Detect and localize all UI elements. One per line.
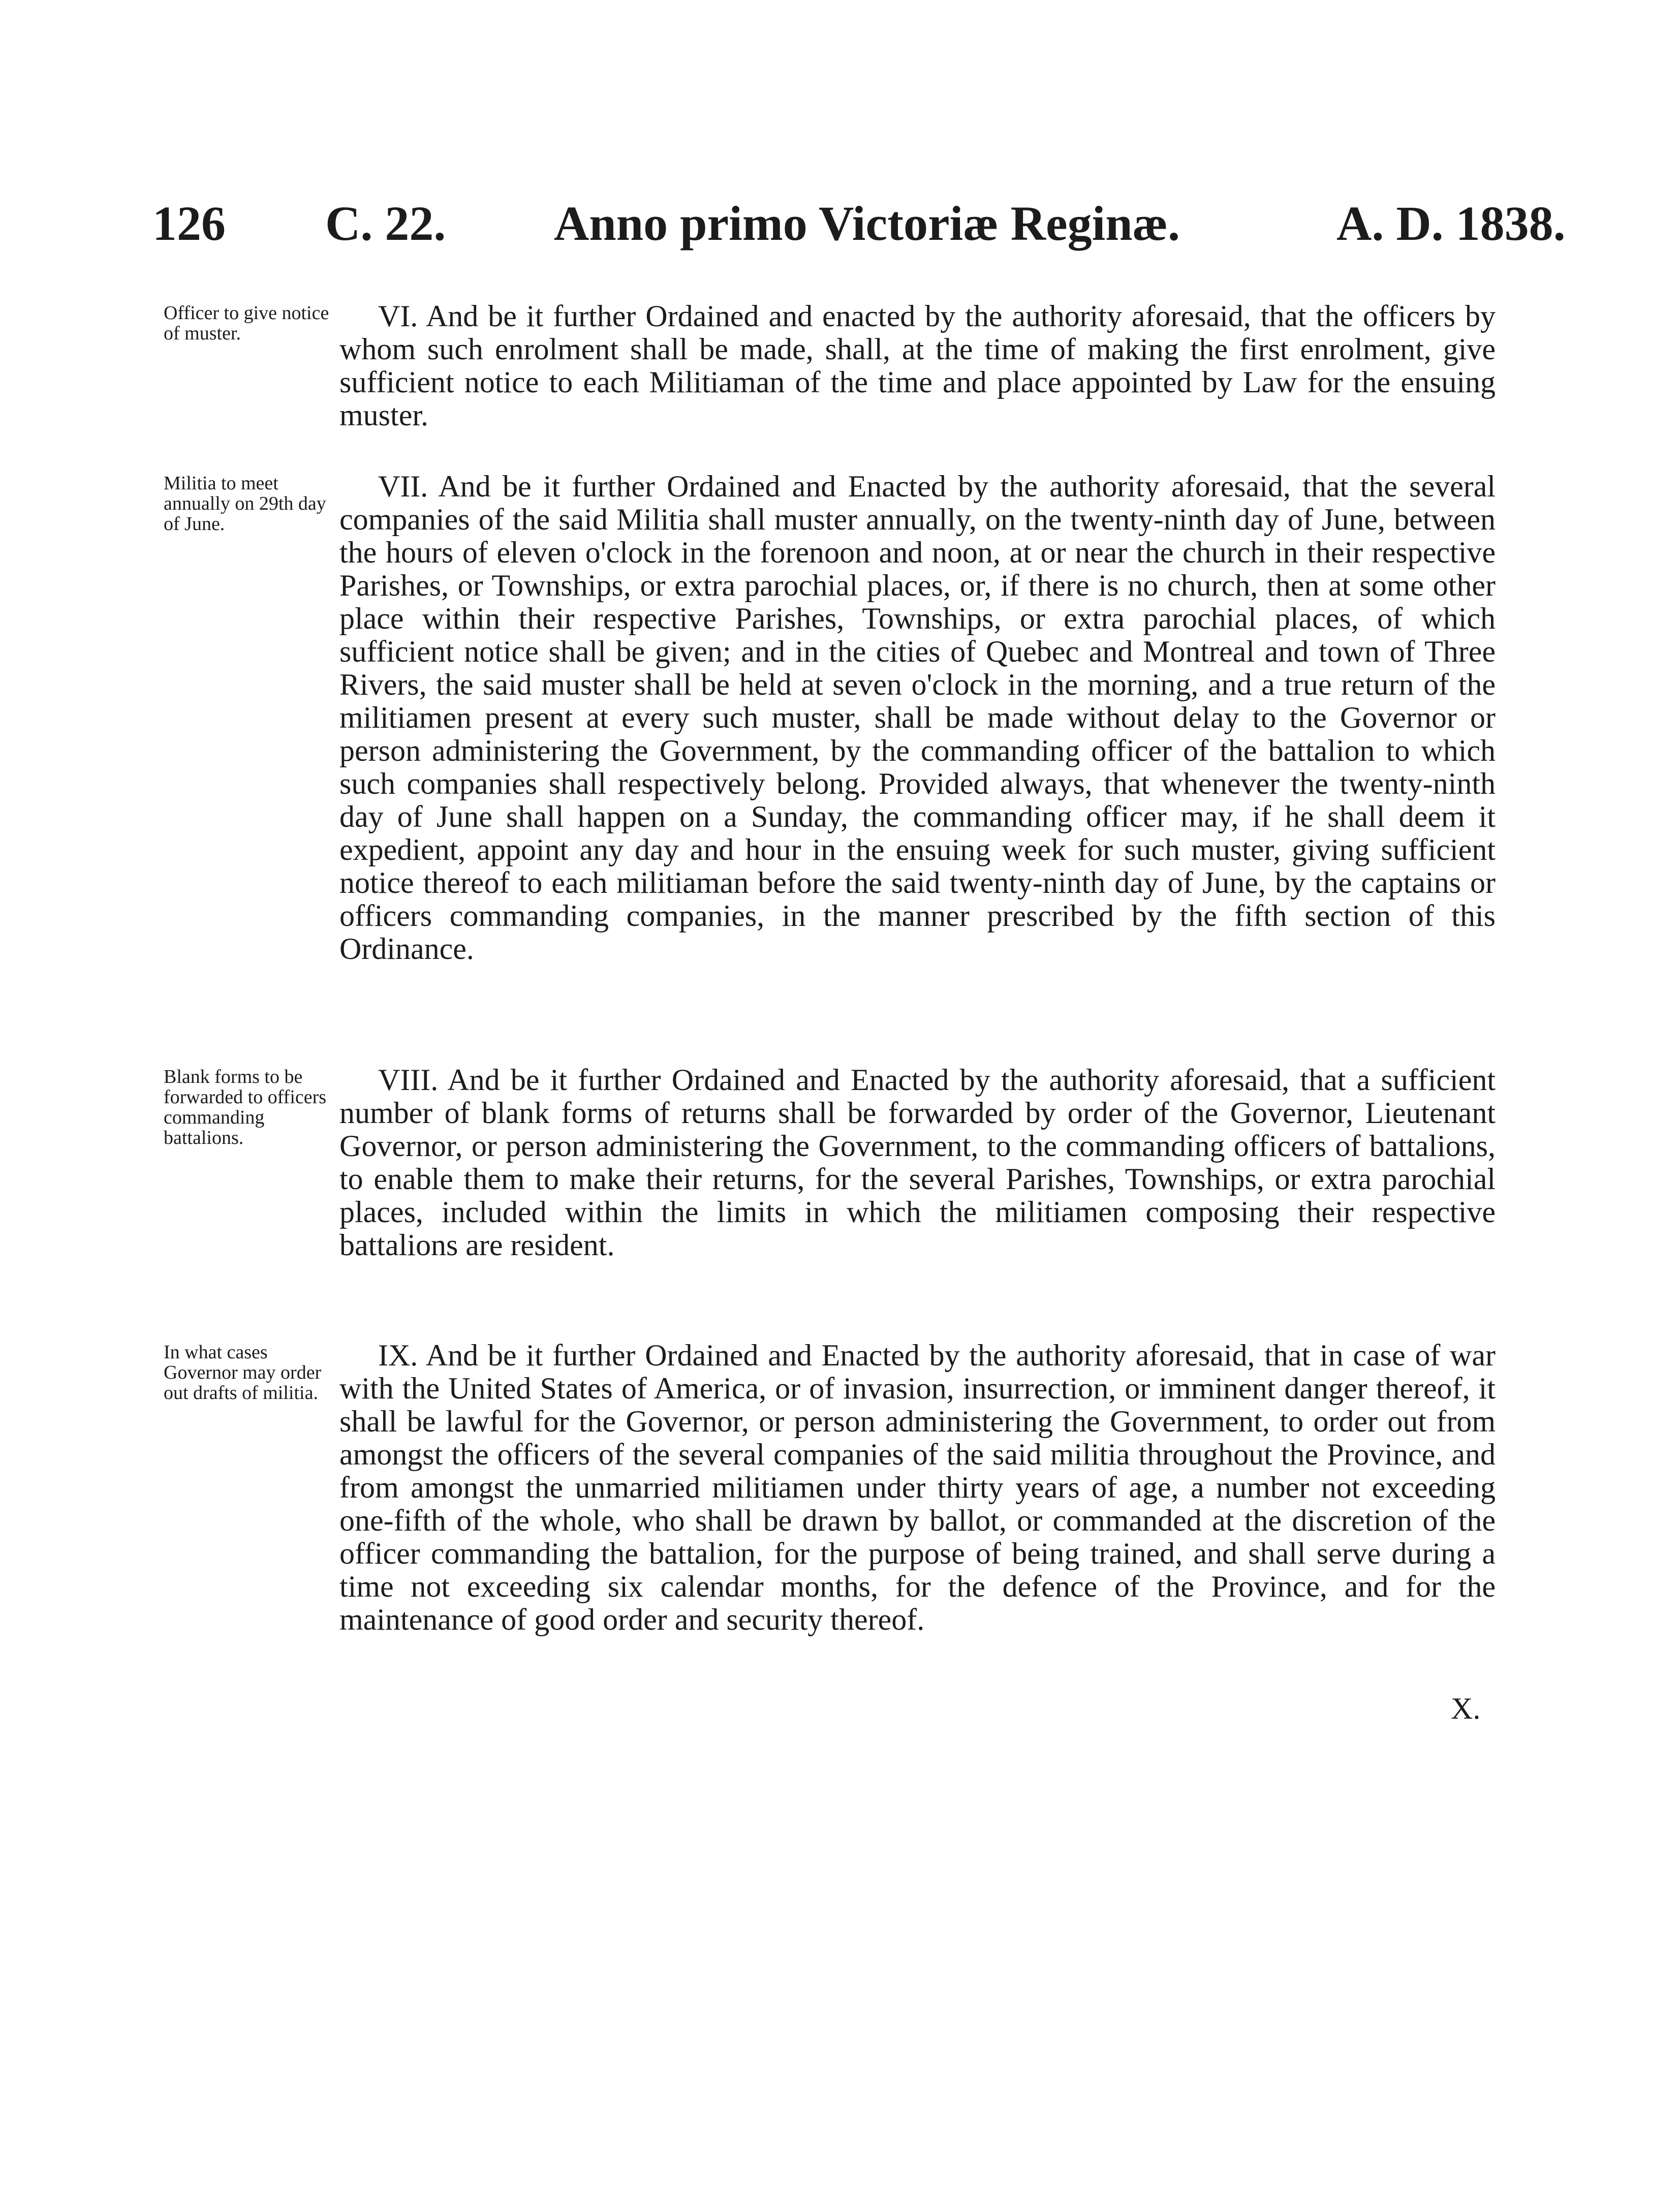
section-number: VI. xyxy=(378,299,418,333)
section-text: And be it further Ordained and Enacted by the authority aforesaid, that in case of war with the United States of America, or of invasion, insurrection, or imminent danger thereof, it shall be lawful for the Governor, or person administering the Government, to order out from amongst the officers of the several companies of the said militia throughout the Province, and from amongst the unmarried militiamen under thirty years of age, a number not exceeding one-fifth of the whole, who shall be drawn by ballot, or commanded at the discretion of the officer commanding the battalion, for the purpose of being trained, and shall serve during a time not exceeding six calendar months, for the defence of the Province, and for the maintenance of good order and security thereof. xyxy=(339,1339,1496,1636)
catchword: X. xyxy=(1451,1692,1481,1725)
margin-note: Blank forms to be forwarded to officers commanding battalions. xyxy=(164,1066,327,1148)
page-title: Anno primo Victoriæ Reginæ. xyxy=(554,196,1180,251)
page-number: 126 xyxy=(152,196,226,251)
section-number: VIII. xyxy=(378,1063,439,1097)
margin-note: Officer to give notice of muster. xyxy=(164,302,329,344)
section-text: And be it further Ordained and Enacted by the authority aforesaid, that the several companies of the said Militia shall muster annually, on the twenty-ninth day of June, between the hours of eleven o'clock in the forenoon and noon, at or near the church in their respective Parishes, or Townships, or extra parochial places, or, if there is no church, then at some other place within their respective Parishes, Townships, or extra parochial places, of which sufficient notice shall be given; and in the cities of Quebec and Montreal and town of Three Rivers, the said muster shall be held at seven o'clock in the morning, and a true return of the militiamen present at every such muster, shall be made without delay to the Governor or person administering the Government, by the commanding officer of the battalion to which such companies shall respectively belong. Provided always, that whenever the twenty-ninth day of June shall happen on a Sunday, the commanding officer may, if he shall deem it expedient, appoint any day and hour in the ensuing week for such muster, giving sufficient notice thereof to each militiaman before the said twenty-ninth day of June, by the captains or officers commanding companies, in the manner prescribed by the fifth section of this Ordinance. xyxy=(339,470,1496,966)
chapter-number: C. 22. xyxy=(325,196,446,251)
year: A. D. 1838. xyxy=(1336,196,1566,251)
section-number: IX. xyxy=(378,1339,418,1372)
section-body xyxy=(339,1339,1496,1636)
section-text: And be it further Ordained and Enacted by the authority aforesaid, that a sufficient number of blank forms of returns shall be forwarded by order of the Governor, Lieutenant Governor, or person administering the Government, to the commanding officers of battalions, to enable them to make their returns, for the several Parishes, Townships, or extra parochial places, included within the limits in which the militiamen composing their respective battalions are resident. xyxy=(339,1063,1496,1262)
section-body xyxy=(339,470,1496,966)
running-header xyxy=(0,193,1680,254)
section-text: And be it further Ordained and enacted by the authority aforesaid, that the officers by whom such enrolment shall be made, shall, at the time of making the first enrolment, give sufficient notice to each Militiaman of the time and place appointed by Law for the ensuing muster. xyxy=(339,299,1496,432)
section-number: VII. xyxy=(378,470,428,503)
section-body xyxy=(339,1064,1496,1262)
section-body xyxy=(339,300,1496,432)
margin-note: In what cases Governor may order out drafts of militia. xyxy=(164,1342,322,1404)
margin-note: Militia to meet annually on 29th day of June. xyxy=(164,473,326,535)
